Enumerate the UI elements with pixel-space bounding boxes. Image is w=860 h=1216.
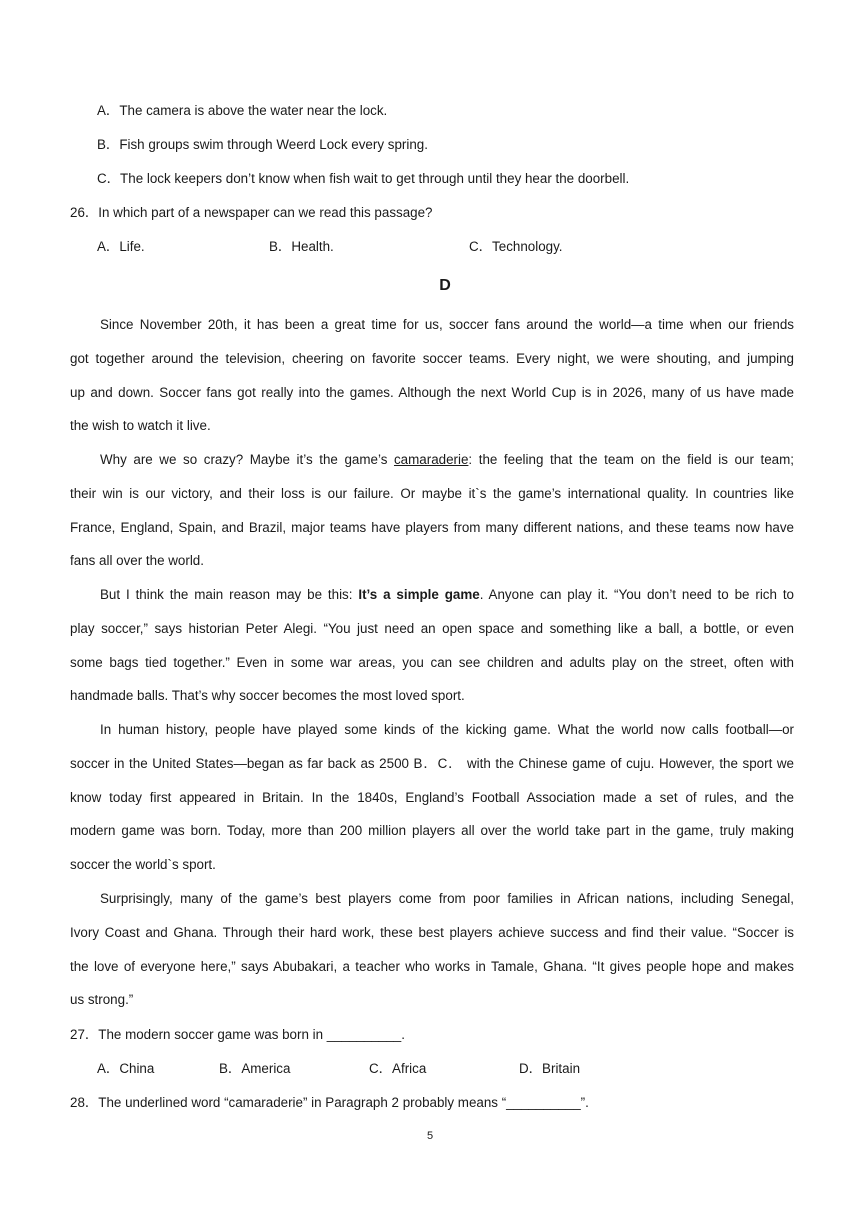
paragraph-3: [70, 586, 794, 721]
paragraph-1: [70, 316, 794, 451]
p4-line-4: modern game was born. Today, more than 200 million players all over the world take part in the game, truly making: [70, 823, 794, 839]
p2-line-4: fans all over the world.: [70, 553, 204, 569]
q27-option-d: D．Britain: [519, 1061, 581, 1076]
p3-line-2: play soccer,” says historian Peter Alegi. “You just need an open space and something like a ball, a bottle, or even: [70, 620, 794, 636]
option-c-prev: C．The lock keepers don’t know when fish wait to get through until they hear the doorbell.: [97, 171, 630, 186]
q26-option-b: B．Health.: [269, 239, 334, 254]
q27-option-c: C．Africa: [369, 1061, 427, 1076]
p3-line-4: handmade balls. That’s why soccer becomes the most loved sport.: [70, 688, 465, 704]
p4-line-5: soccer the world`s sport.: [70, 857, 216, 873]
q27-option-a: A．China: [97, 1061, 155, 1076]
p1-line-1: Since November 20th, it has been a great time for us, soccer fans around the world—a time when our friends: [100, 317, 794, 332]
q27-option-b: B．America: [219, 1061, 291, 1076]
option-b-prev: B．Fish groups swim through Weerd Lock every spring.: [97, 137, 428, 152]
paragraph-4: [70, 721, 794, 890]
question-26: 26．In which part of a newspaper can we read this passage?: [70, 205, 433, 220]
p2-line-2: their win is our victory, and their loss is our failure. Or maybe it`s the game’s international quality. In countries like: [70, 485, 794, 501]
bold-phrase: It’s a simple game: [358, 587, 480, 602]
p1-line-2: got together around the television, cheering on favorite soccer teams. Every night, we were shouting, and jumping: [70, 350, 794, 366]
p4-line-1: In human history, people have played some kinds of the kicking game. What the world now calls football—or: [100, 722, 794, 737]
p2-line-3: France, England, Spain, and Brazil, major teams have players from many different nations, and these teams now have: [70, 519, 794, 535]
p4-line-3: know today first appeared in Britain. In the 1840s, England’s Football Association made a set of rules, and the: [70, 789, 794, 805]
p5-line-3: the love of everyone here,” says Abubakari, a teacher who works in Tamale, Ghana. “It gives people hope and makes: [70, 958, 794, 974]
p1-line-4: the wish to watch it live.: [70, 418, 211, 434]
q26-option-c: C．Technology.: [469, 239, 563, 254]
p4-line-2: soccer in the United States—began as far back as 2500 B．C． with the Chinese game of cuju. However, the sport we: [70, 755, 794, 771]
p2-text: : the feeling that the team on the field is our team;: [468, 452, 794, 467]
paragraph-2: [70, 451, 794, 586]
p3-text: But I think the main reason may be this:: [100, 587, 359, 602]
p5-line-2: Ivory Coast and Ghana. Through their hard work, these best players achieve success and find their value. “Soccer is: [70, 924, 794, 940]
underlined-word: camaraderie: [393, 452, 469, 467]
page-number: 5: [426, 1130, 434, 1142]
p1-line-3: up and down. Soccer fans got really into the games. Although the next World Cup is in 2026, many of us have made: [70, 384, 794, 400]
p3-line-1: [70, 586, 794, 620]
option-a-prev: A．The camera is above the water near the lock.: [97, 103, 388, 118]
p5-line-1: Surprisingly, many of the game’s best players come from poor families in African nations, including Senegal,: [100, 891, 794, 906]
p5-line-4: us strong.”: [70, 992, 134, 1008]
paragraph-5: [70, 890, 794, 1025]
question-27: 27．The modern soccer game was born in __________.: [70, 1027, 405, 1042]
section-heading: D: [439, 277, 451, 294]
q26-option-a: A．Life.: [97, 239, 145, 254]
question-28: 28．The underlined word “camaraderie” in Paragraph 2 probably means “__________”.: [70, 1095, 589, 1110]
p3-text: . Anyone can play it. “You don’t need to be rich to: [479, 587, 794, 602]
p3-line-3: some bags tied together.” Even in some war areas, you can see children and adults play on the street, often with: [70, 654, 794, 670]
p2-line-1: [70, 451, 794, 485]
p2-text: Why are we so crazy? Maybe it’s the game’s: [100, 452, 394, 467]
